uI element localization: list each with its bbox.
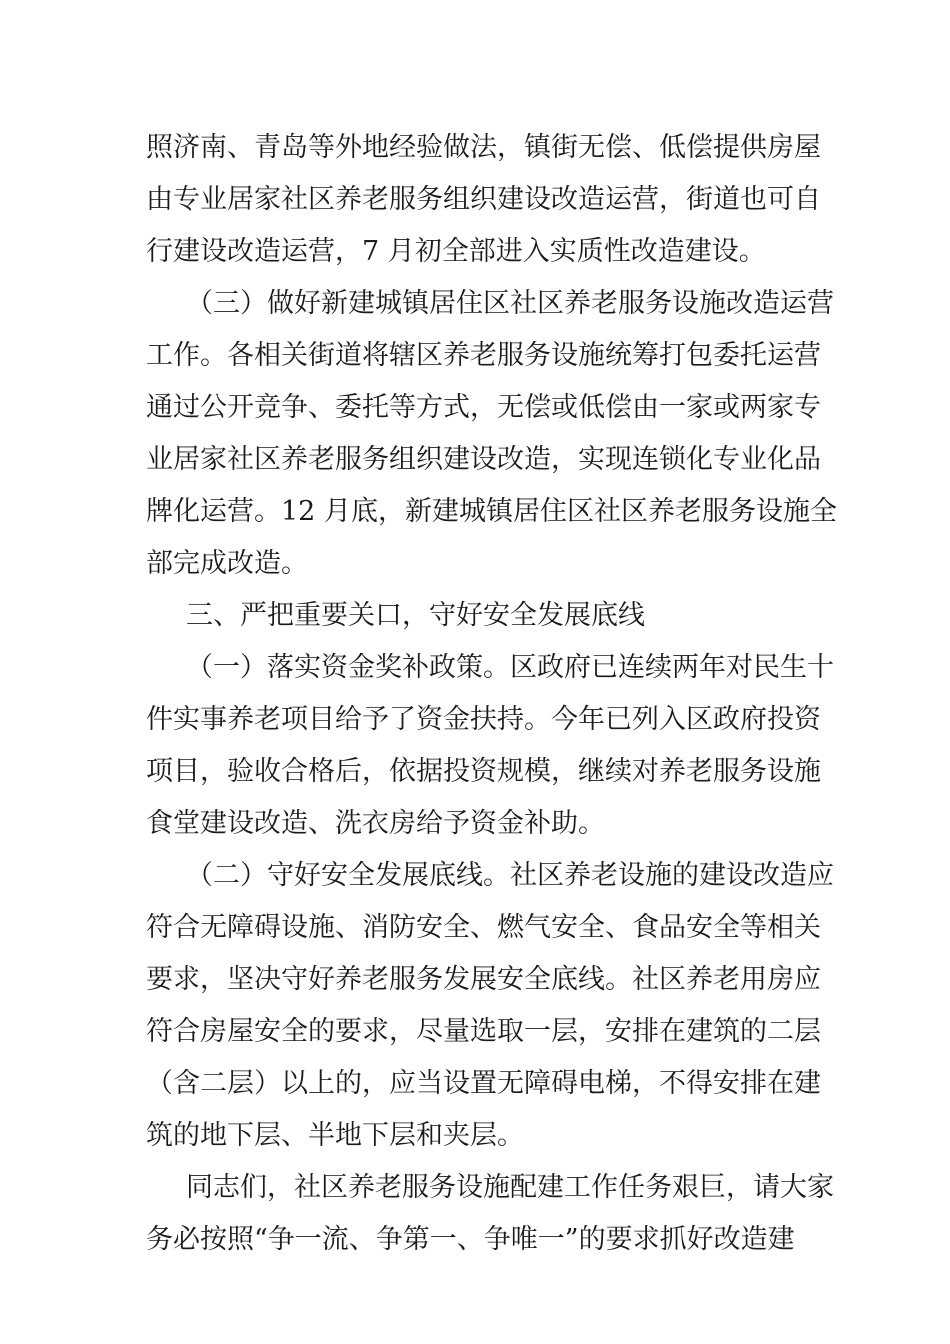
text-line: 工作。各相关街道将辖区养老服务设施统筹打包委托运营	[146, 340, 821, 371]
paragraph-5	[146, 1162, 834, 1266]
text-line: 件实事养老项目给予了资金扶持。今年已列入区政府投资	[146, 704, 821, 735]
text-line: 行建设改造运营，7 月初全部进入实质性改造建设。	[146, 236, 766, 267]
text-line: 部完成改造。	[146, 548, 308, 579]
text-line: 项目，验收合格后，依据投资规模，继续对养老服务设施	[146, 756, 821, 787]
text-line: 食堂建设改造、洗衣房给予资金补助。	[146, 808, 605, 839]
text-line: 务必按照“争一流、争第一、争唯一”的要求抓好改造建	[146, 1224, 795, 1255]
paragraph-1	[146, 122, 821, 278]
text-line: 符合无障碍设施、消防安全、燃气安全、食品安全等相关	[146, 912, 821, 943]
text-line: 同志们，社区养老服务设施配建工作任务艰巨，请大家	[186, 1172, 834, 1203]
paragraph-2	[146, 278, 837, 590]
document-page	[146, 122, 837, 1266]
text-line: 牌化运营。12 月底，新建城镇居住区社区养老服务设施全	[146, 496, 837, 527]
text-line: 照济南、青岛等外地经验做法，镇街无偿、低偿提供房屋	[146, 132, 821, 163]
section-heading	[146, 590, 808, 642]
text-line: （二）守好安全发展底线。社区养老设施的建设改造应	[186, 860, 834, 891]
text-line: 通过公开竞争、委托等方式，无偿或低偿由一家或两家专	[146, 392, 821, 423]
text-line: 由专业居家社区养老服务组织建设改造运营，街道也可自	[146, 184, 821, 215]
text-line: 业居家社区养老服务组织建设改造，实现连锁化专业化品	[146, 444, 821, 475]
text-line: （三）做好新建城镇居住区社区养老服务设施改造运营	[186, 288, 834, 319]
text-line: 符合房屋安全的要求，尽量选取一层，安排在建筑的二层	[146, 1016, 821, 1047]
paragraph-3	[146, 642, 834, 850]
paragraph-4	[146, 850, 834, 1162]
text-line: 要求，坚决守好养老服务发展安全底线。社区养老用房应	[146, 964, 821, 995]
text-line: （一）落实资金奖补政策。区政府已连续两年对民生十	[186, 652, 834, 683]
text-line: 筑的地下层、半地下层和夹层。	[146, 1120, 524, 1151]
text-line: （含二层）以上的，应当设置无障碍电梯，不得安排在建	[146, 1068, 821, 1099]
heading-line: 三、严把重要关口，守好安全发展底线	[186, 600, 645, 631]
